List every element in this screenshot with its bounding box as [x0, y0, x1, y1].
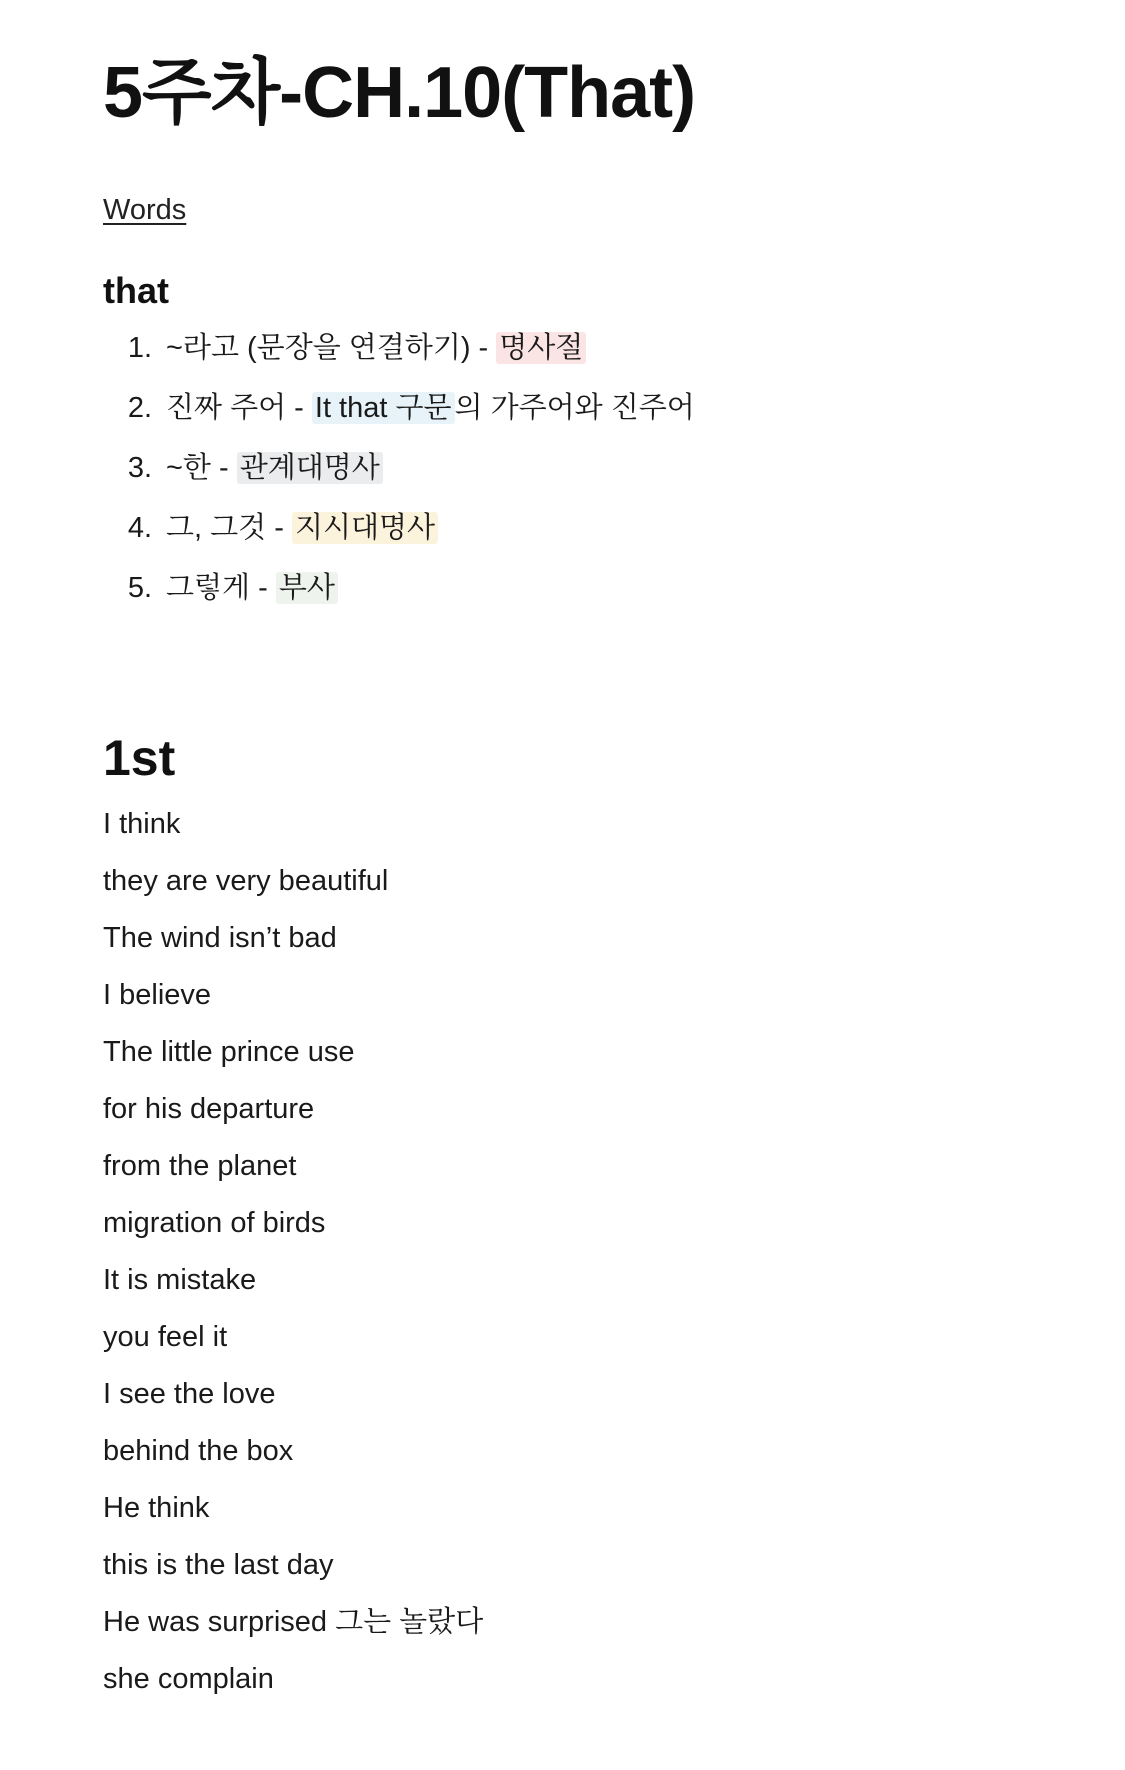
phrase-line: He think: [103, 1492, 210, 1524]
page-title: 5주차-CH.10(That): [103, 53, 696, 133]
highlight-text: It that 구문: [312, 392, 455, 424]
list-text: ~한 -: [166, 452, 237, 484]
list-text: ~라고 (문장을 연결하기) -: [166, 332, 497, 364]
list-text-after: 의 가주어와 진주어: [454, 392, 695, 424]
phrase-line: He was surprised 그는 놀랐다: [103, 1606, 484, 1638]
phrase-line: The little prince use: [103, 1036, 355, 1068]
list-number: 2.: [127, 392, 152, 424]
list-item: [103, 448, 695, 508]
list-item: [103, 388, 695, 448]
list-item: [103, 508, 695, 568]
subheading-that: that: [103, 270, 169, 311]
numbered-list: [103, 328, 695, 628]
section-heading-1st: 1st: [103, 730, 176, 786]
phrase-line: she complain: [103, 1663, 274, 1695]
phrase-line: I think: [103, 808, 181, 840]
phrase-line: The wind isn’t bad: [103, 922, 337, 954]
phrase-list: [103, 806, 483, 1718]
list-number: 3.: [127, 452, 152, 484]
phrase-line: you feel it: [103, 1321, 228, 1353]
phrase-line: migration of birds: [103, 1207, 326, 1239]
highlight-text: 명사절: [496, 332, 586, 364]
list-number: 1.: [127, 332, 152, 364]
phrase-line: they are very beautiful: [103, 865, 389, 897]
list-number: 5.: [127, 572, 152, 604]
phrase-line: I see the love: [103, 1378, 276, 1410]
list-item: [103, 568, 695, 628]
phrase-line: from the planet: [103, 1150, 297, 1182]
list-text: 그, 그것 -: [166, 512, 292, 544]
list-number: 4.: [127, 512, 152, 544]
phrase-line: behind the box: [103, 1435, 294, 1467]
phrase-line: It is mistake: [103, 1264, 257, 1296]
list-text: 그렇게 -: [166, 572, 276, 604]
list-text: 진짜 주어 -: [166, 392, 312, 424]
phrase-line: this is the last day: [103, 1549, 334, 1581]
list-item: [103, 328, 695, 388]
highlight-text: 부사: [276, 572, 338, 604]
highlight-text: 지시대명사: [292, 512, 438, 544]
words-link[interactable]: Words: [103, 194, 187, 226]
phrase-line: for his departure: [103, 1093, 315, 1125]
highlight-text: 관계대명사: [237, 452, 383, 484]
phrase-line: I believe: [103, 979, 212, 1011]
